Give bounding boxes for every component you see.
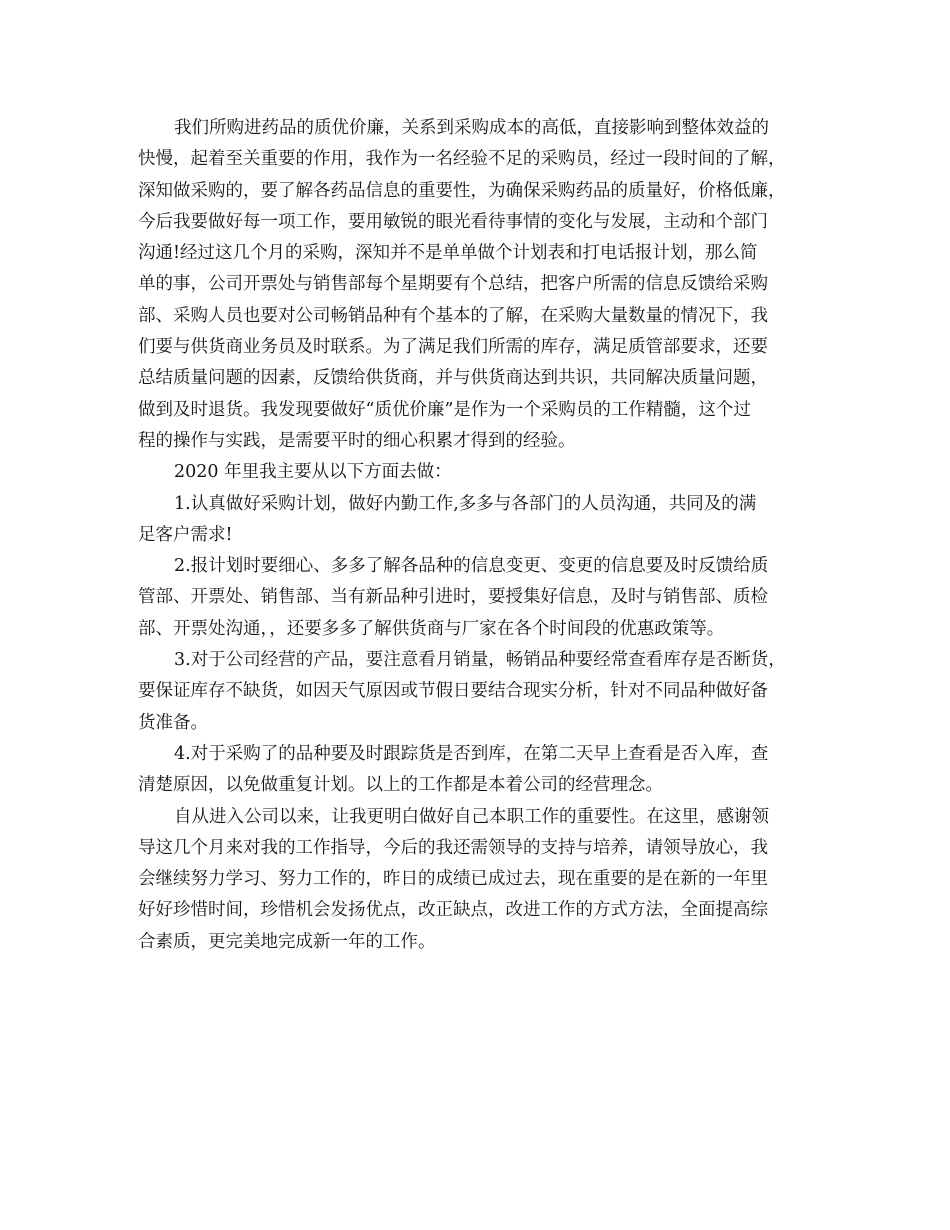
text-line: 3.对于公司经营的产品，要注意看月销量，畅销品种要经常查看库存是否断货， bbox=[174, 650, 786, 671]
text-line: 会继续努力学习、努力工作的，昨日的成绩已成过去，现在重要的是在新的一年里 bbox=[138, 869, 768, 890]
text-line: 今后我要做好每一项工作，要用敏锐的眼光看待事情的变化与发展，主动和个部门 bbox=[138, 211, 768, 232]
text-line: 1.认真做好采购计划，做好内勤工作,多多与各部门的人员沟通，共同及的满 bbox=[174, 493, 757, 514]
text-line: 深知做采购的，要了解各药品信息的重要性，为确保采购药品的质量好，价格低廉， bbox=[138, 180, 786, 201]
text-line: 做到及时退货。我发现要做好“质优价廉”是作为一个采购员的工作精髓，这个过 bbox=[138, 399, 751, 420]
paragraph-item-1 bbox=[138, 489, 828, 552]
text-line: 部、开票处沟通，，还要多多了解供货商与厂家在各个时间段的优惠政策等。 bbox=[138, 618, 725, 639]
paragraph-closing bbox=[138, 802, 828, 958]
text-line: 自从进入公司以来，让我更明白做好自己本职工作的重要性。在这里，感谢领 bbox=[174, 806, 769, 827]
paragraph-plan-heading bbox=[138, 457, 828, 488]
text-line: 部、采购人员也要对公司畅销品种有个基本的了解，在采购大量数量的情况下，我 bbox=[138, 305, 768, 326]
text-line: 要保证库存不缺货，如因天气原因或节假日要结合现实分析，针对不同品种做好备 bbox=[138, 681, 768, 702]
text-line: 导这几个月来对我的工作指导，今后的我还需领导的支持与培养，请领导放心，我 bbox=[138, 837, 768, 858]
paragraph-procurement-importance bbox=[138, 113, 828, 457]
text-line: 2.报计划时要细心、多多了解各品种的信息变更、变更的信息要及时反馈给质 bbox=[174, 556, 769, 577]
text-line: 程的操作与实践，是需要平时的细心积累才得到的经验。 bbox=[138, 430, 576, 451]
paragraph-item-4 bbox=[138, 739, 828, 802]
text-line: 单的事，公司开票处与销售部每个星期要有个总结，把客户所需的信息反馈给采购 bbox=[138, 274, 768, 295]
text-line: 货准备。 bbox=[138, 712, 208, 733]
text-line: 们要与供货商业务员及时联系。为了满足我们所需的库存，满足质管部要求，还要 bbox=[138, 337, 768, 358]
text-line: 清楚原因，以免做重复计划。以上的工作都是本着公司的经营理念。 bbox=[138, 775, 663, 796]
text-line: 2020 年里我主要从以下方面去做： bbox=[174, 462, 452, 483]
text-line: 管部、开票处、销售部、当有新品种引进时，要授集好信息，及时与销售部、质检 bbox=[138, 587, 768, 608]
text-line: 快慢，起着至关重要的作用，我作为一名经验不足的采购员，经过一段时间的了解， bbox=[138, 149, 786, 170]
paragraph-item-2 bbox=[138, 551, 828, 645]
text-line: 合素质，更完美地完成新一年的工作。 bbox=[138, 931, 436, 952]
document-body bbox=[138, 113, 828, 958]
text-line: 好好珍惜时间，珍惜机会发扬优点，改正缺点，改进工作的方式方法，全面提高综 bbox=[138, 900, 768, 921]
text-line: 沟通!经过这几个月的采购，深知并不是单单做个计划表和打电话报计划，那么简 bbox=[138, 243, 758, 264]
paragraph-item-3 bbox=[138, 645, 828, 739]
text-line: 4.对于采购了的品种要及时跟踪货是否到库，在第二天早上查看是否入库，查 bbox=[174, 743, 769, 764]
text-line: 总结质量问题的因素，反馈给供货商，并与供货商达到共识，共同解决质量问题， bbox=[138, 368, 768, 389]
text-line: 我们所购进药品的质优价廉，关系到采购成本的高低，直接影响到整体效益的 bbox=[174, 118, 769, 138]
text-line: 足客户需求! bbox=[138, 524, 233, 545]
